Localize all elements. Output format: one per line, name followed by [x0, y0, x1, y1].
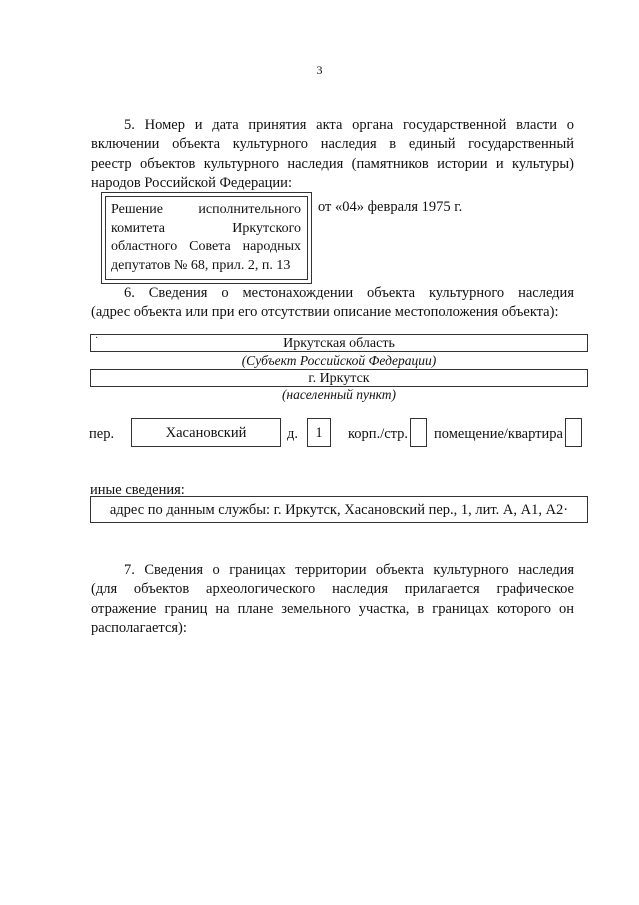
house-value: 1 [315, 425, 323, 441]
apartment-field [565, 418, 582, 447]
region-caption: (Субъект Российской Федерации) [241, 353, 437, 368]
text-line: реестр объектов культурного наследия (памятников истории и культуры) [91, 155, 574, 172]
text-line: Решение исполнительного [111, 202, 301, 217]
city-caption: (населенный пункт) [281, 387, 397, 402]
text-line: 5. Номер и дата принятия акта органа государственной власти о [124, 117, 574, 133]
street-field [131, 418, 281, 447]
house-field [307, 418, 331, 447]
text-line: (для объектов археологического наследия прилагается графическое [91, 581, 574, 598]
building-field [410, 418, 427, 447]
region-mark: · [95, 333, 99, 344]
city-field [90, 369, 588, 387]
city-value: г. Иркутск [308, 371, 370, 386]
building-label: корп./стр. [348, 426, 409, 442]
other-info-value: адрес по данным службы: г. Иркутск, Хасановский пер., 1, лит. А, А1, А2· [109, 502, 569, 518]
section-6-text [91, 284, 574, 323]
street-label: пер. [89, 426, 115, 442]
text-line: народов Российской Федерации: [91, 174, 292, 191]
page-number: 3 [316, 63, 323, 77]
act-date: от «04» февраля 1975 г. [318, 199, 463, 215]
act-reference-inner-frame [105, 196, 308, 280]
text-line: располагается): [91, 619, 187, 636]
other-info-field [90, 496, 588, 523]
street-value: Хасановский [165, 425, 247, 441]
act-reference-text [111, 201, 301, 275]
text-line: депутатов № 68, прил. 2, п. 13 [111, 257, 291, 273]
apartment-label: помещение/квартира [434, 426, 563, 442]
text-line: комитета Иркутского [111, 220, 301, 236]
text-line: (адрес объекта или при его отсутствии описание местоположения объекта): [91, 304, 559, 321]
text-line: отражение границ на плане земельного участка, в границах которого он [91, 600, 574, 617]
text-line: 7. Сведения о границах территории объекта культурного наследия [124, 562, 574, 578]
other-info-label: иные сведения: [90, 482, 185, 498]
text-line: включении объекта культурного наследия в единый государственный [91, 136, 574, 153]
section-7-text [91, 561, 574, 638]
text-line: областного Совета народных [111, 239, 301, 254]
house-label: д. [287, 426, 299, 442]
region-field [90, 334, 588, 352]
text-line: 6. Сведения о местонахождении объекта культурного наследия [124, 285, 574, 301]
section-5-text [91, 116, 574, 193]
act-reference-box [101, 192, 312, 284]
region-value: Иркутская область [283, 336, 395, 351]
